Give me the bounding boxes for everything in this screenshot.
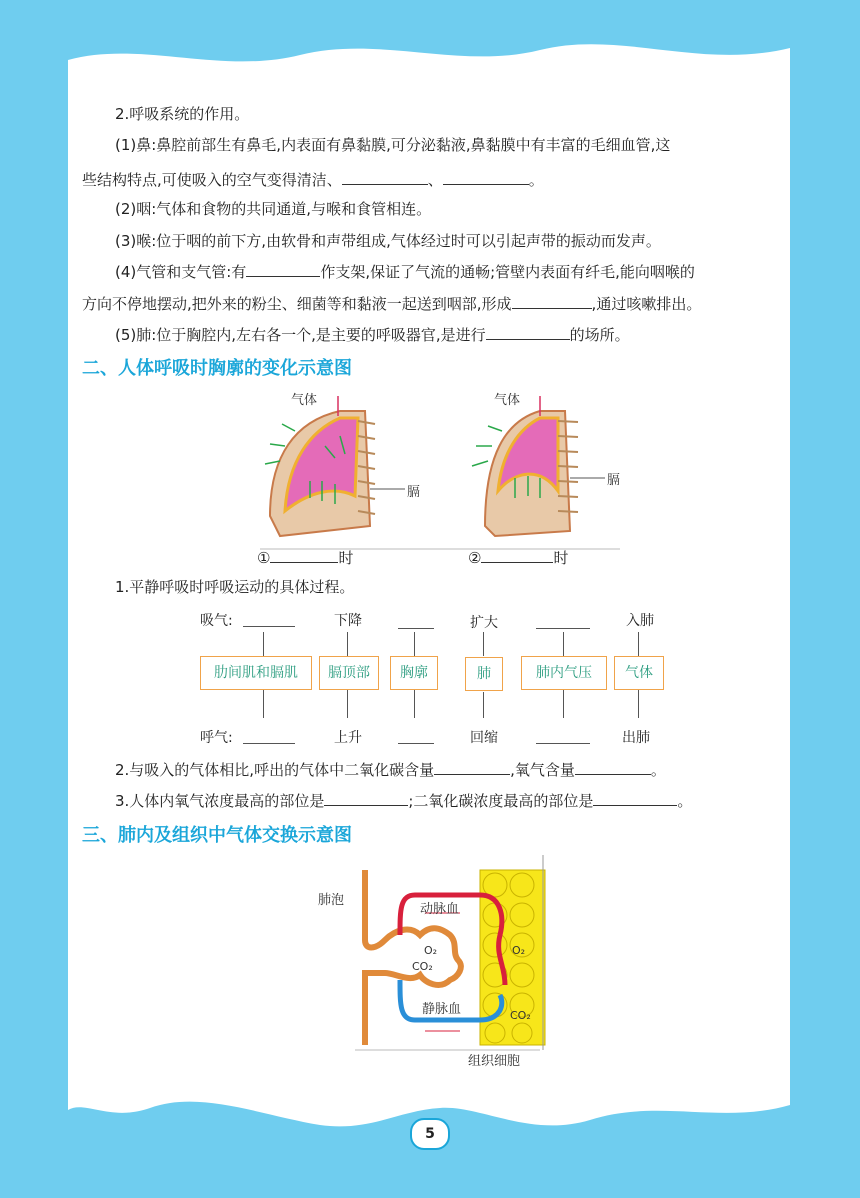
blank-top-3[interactable] (398, 628, 434, 629)
blank-top-5[interactable] (536, 628, 590, 629)
blank-caption-left[interactable] (270, 546, 338, 563)
gas-label-left: 气体 (291, 393, 318, 408)
blank-q3-co2[interactable] (593, 789, 677, 806)
function-heading: 2.呼吸系统的作用。 (115, 105, 250, 123)
gas-exchange-diagram (340, 855, 550, 1060)
top-word-4: 扩大 (470, 615, 498, 631)
bottom-word-2: 上升 (334, 730, 362, 746)
page-number: 5 (410, 1118, 450, 1150)
box-thorax: 胸廓 (390, 656, 438, 690)
connector (414, 690, 415, 718)
connector (347, 632, 348, 656)
o2-label-left: O₂ (424, 944, 438, 957)
caption-left: ① 时 (257, 546, 353, 569)
nose-text-line1: (1)鼻:鼻腔前部生有鼻毛,内表面有鼻黏膜,可分泌黏液,鼻黏膜中有丰富的毛细血管,这 (115, 136, 671, 154)
blank-q2-co2[interactable] (434, 758, 510, 775)
top-word-6: 入肺 (626, 613, 654, 629)
connector (414, 632, 415, 656)
exhale-label: 呼气: (200, 730, 233, 746)
blank-caption-right[interactable] (481, 546, 553, 563)
tissue-cells-label: 组织细胞 (468, 1054, 521, 1069)
question-3: 3.人体内氧气浓度最高的部位是 ;二氧化碳浓度最高的部位是 。 (115, 789, 692, 812)
blank-nose-1[interactable] (342, 168, 428, 185)
gas-label-right: 气体 (494, 393, 521, 408)
blank-nose-2[interactable] (443, 168, 529, 185)
section2-title: 二、人体呼吸时胸廓的变化示意图 (82, 358, 352, 379)
caption-right: ② 时 (468, 546, 568, 569)
blank-bottom-3[interactable] (398, 743, 434, 744)
blank-q2-o2[interactable] (575, 758, 651, 775)
arterial-blood-label: 动脉血 (420, 902, 460, 917)
nose-text-line2: 些结构特点,可使吸入的空气变得清洁、 、 。 (82, 168, 544, 191)
larynx-text: (3)喉:位于咽的前下方,由软骨和声带组成,气体经过时可以引起声带的振动而发声。 (115, 232, 661, 250)
connector (347, 690, 348, 718)
diaphragm-label-right: 膈 (607, 473, 621, 488)
inhale-label: 吸气: (200, 613, 233, 629)
blank-bottom-5[interactable] (536, 743, 590, 744)
connector (638, 632, 639, 656)
top-word-2: 下降 (334, 613, 362, 629)
box-diaphragm-dome: 膈顶部 (319, 656, 379, 690)
venous-blood-label: 静脉血 (422, 1002, 462, 1017)
connector (263, 690, 264, 718)
section3-title: 三、肺内及组织中气体交换示意图 (82, 825, 352, 846)
lung-text: (5)肺:位于胸腔内,左右各一个,是主要的呼吸器官,是进行 的场所。 (115, 323, 630, 346)
box-intrapulmonary-pressure: 肺内气压 (521, 656, 607, 690)
blank-lung[interactable] (486, 323, 570, 340)
question-1: 1.平静呼吸时呼吸运动的具体过程。 (115, 578, 355, 596)
connector (483, 632, 484, 656)
thorax-right (472, 396, 605, 536)
bottom-word-6: 出肺 (622, 730, 650, 746)
blank-trachea-2[interactable] (512, 292, 592, 309)
blank-trachea-1[interactable] (246, 260, 320, 277)
blank-q3-o2[interactable] (324, 789, 408, 806)
thorax-left (265, 396, 405, 536)
blank-inhale[interactable] (243, 626, 295, 627)
o2-label-right: O₂ (512, 944, 526, 957)
connector (483, 692, 484, 718)
box-intercostal-diaphragm: 肋间肌和膈肌 (200, 656, 312, 690)
trachea-text-line1: (4)气管和支气管:有 作支架,保证了气流的通畅;管壁内表面有纤毛,能向咽喉的 (115, 260, 695, 283)
question-2: 2.与吸入的气体相比,呼出的气体中二氧化碳含量 ,氧气含量 。 (115, 758, 666, 781)
alveolus-label: 肺泡 (318, 893, 345, 908)
pharynx-text: (2)咽:气体和食物的共同通道,与喉和食管相连。 (115, 200, 432, 218)
box-gas: 气体 (614, 656, 664, 690)
co2-label-left: CO₂ (412, 960, 433, 973)
bottom-word-4: 回缩 (470, 730, 498, 746)
blank-exhale[interactable] (243, 743, 295, 744)
thorax-diagram (240, 386, 630, 554)
box-lung: 肺 (465, 657, 503, 691)
diaphragm-label-left: 膈 (407, 485, 421, 500)
connector (638, 690, 639, 718)
co2-label-right: CO₂ (510, 1009, 531, 1022)
trachea-text-line2: 方向不停地摆动,把外来的粉尘、细菌等和黏液一起送到咽部,形成 ,通过咳嗽排出。 (82, 292, 701, 315)
connector (263, 632, 264, 656)
connector (563, 632, 564, 656)
connector (563, 690, 564, 718)
